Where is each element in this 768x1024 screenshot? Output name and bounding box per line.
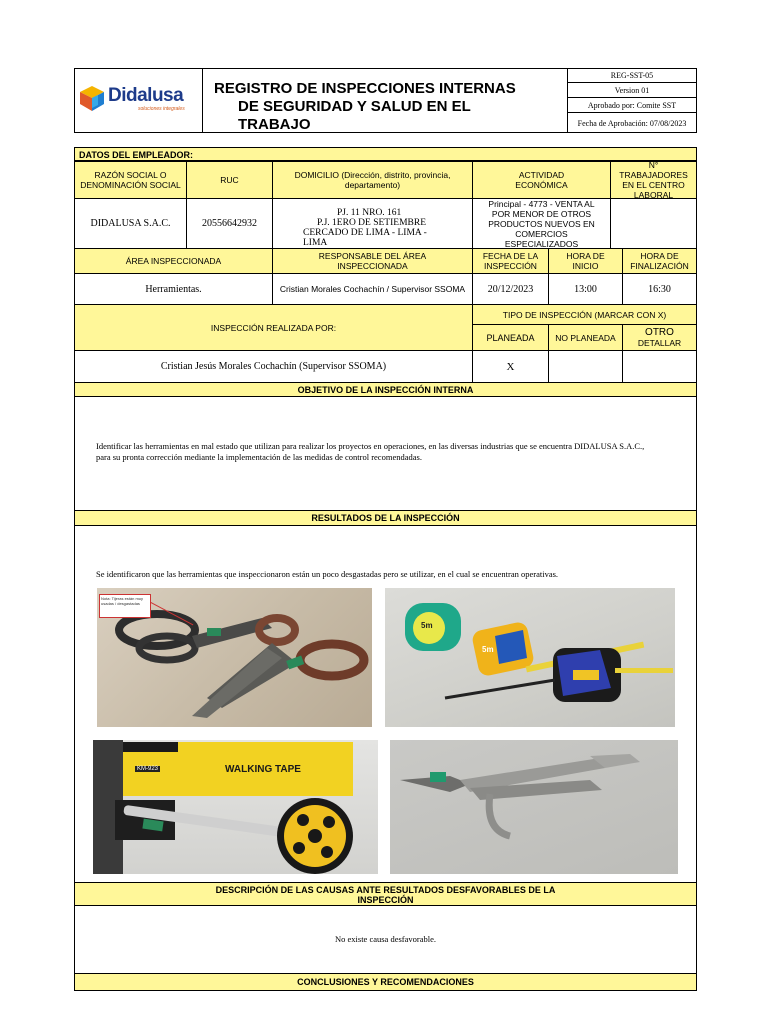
otro-mark [622,350,697,383]
document-title [214,80,564,134]
causes-title-line-1: DESCRIPCIÓN DE LAS CAUSAS ANTE RESULTADOS DESFAVORABLES DE LA [215,885,556,895]
col-trabajadores: N° TRABAJADORES EN EL CENTRO LABORAL [610,161,697,199]
col-fecha: FECHA DE LA INSPECCIÓN [472,248,549,274]
col-tipo-inspeccion: TIPO DE INSPECCIÓN (MARCAR CON X) [472,304,697,325]
razon-value: DIDALUSA S.A.C. [74,198,187,249]
conclusions-section-title: CONCLUSIONES Y RECOMENDACIONES [74,973,697,991]
col-razon-social: RAZÓN SOCIAL O DENOMINACIÓN SOCIAL [74,161,187,199]
domicilio-line-2: P.J. 1ERO DE SETIEMBRE [317,218,426,228]
title-line-1: REGISTRO DE INSPECCIONES INTERNAS [214,80,516,97]
tape-label-1: 5m [421,621,433,630]
walking-tape-label: WALKING TAPE [225,764,301,775]
col-planeada: PLANEADA [472,324,549,351]
walking-tape-image [93,740,378,874]
photo-tin-snips [97,588,372,727]
title-line-3: TRABAJO [238,116,311,133]
col-domicilio: DOMICILIO (Dirección, distrito, provincia, departamento) [272,161,473,199]
col-responsable: RESPONSABLE DEL ÁREA INSPECCIONADA [272,248,473,274]
cube-icon [78,84,106,112]
box-code-label: KM-923 [137,766,159,772]
causes-title-line-2: INSPECCIÓN [357,895,414,905]
objective-line-1: Identificar las herramientas en mal estado que utilizan para realizar los proyectos en operaciones, en las diversas industrias que se encuentra DIDALUSA S.A.C., [96,441,645,451]
domicilio-line-1: PJ. 11 NRO. 161 [337,208,402,218]
locking-pliers-image [390,740,678,874]
objective-text [96,441,696,463]
photo-tape-measures [385,588,675,727]
title-line-2: DE SEGURIDAD Y SALUD EN EL [238,98,471,115]
causes-text: No existe causa desfavorable. [334,934,436,944]
photo-locking-pliers [390,740,678,874]
col-hora-fin: HORA DE FINALIZACIÓN [622,248,697,274]
hora-inicio-value: 13:00 [548,273,623,305]
photo-walking-tape [93,740,378,874]
fecha-value: 20/12/2023 [472,273,549,305]
domicilio-line-3: CERCADO DE LIMA - LIMA - [303,228,427,238]
col-inspeccion-realizada: INSPECCIÓN REALIZADA POR: [74,304,473,351]
objective-line-2: para su pronta corrección mediante la implementación de las medidas de control recomendadas. [96,452,422,462]
domicilio-value [272,198,473,249]
domicilio-line-4: LIMA [303,238,328,248]
logo-tagline: soluciones integrales [138,106,185,112]
col-detallar-label: DETALLAR [637,338,682,348]
objective-section-title: OBJETIVO DE LA INSPECCIÓN INTERNA [74,382,697,397]
doc-version: Version 01 [567,83,697,98]
col-no-planeada: NO PLANEADA [548,324,623,351]
logo-text: Didalusa [108,85,184,106]
actividad-value: Principal - 4773 - VENTA AL POR MENOR DE OTROS PRODUCTOS NUEVOS EN COMERCIOS ESPECIALIZADOS [472,198,611,249]
hora-fin-value: 16:30 [622,273,697,305]
col-ruc: RUC [186,161,273,199]
trabajadores-value [610,198,697,249]
causes-section-title [74,882,697,906]
planeada-mark: X [472,350,549,383]
results-section-title: RESULTADOS DE LA INSPECCIÓN [74,510,697,526]
doc-code: REG-SST-05 [567,68,697,83]
ruc-value: 20556642932 [186,198,273,249]
col-otro-label: OTRO [645,327,674,338]
results-text: Se identificaron que las herramientas que inspeccionaron están un poco desgastadas pero se utilizar, en el cual se encuentran operativas. [96,569,559,579]
tape-label-2: 5m [482,645,494,654]
col-hora-inicio: HORA DE INICIO [548,248,623,274]
area-value: Herramientas. [74,273,273,305]
company-logo [78,82,200,116]
tape-measures-image [385,588,675,727]
doc-approved-by: Aprobado por: Comite SST [567,98,697,113]
responsable-value: Cristian Morales Cochachín / Supervisor SSOMA [272,273,473,305]
col-otro [622,324,697,351]
note-text: Nota: Tijeras están muy usadas / desgastadas [101,596,144,606]
employer-section-title: DATOS DEL EMPLEADOR: [74,147,697,161]
header-divider-1 [202,68,203,133]
col-actividad: ACTIVIDAD ECONÓMICA [472,161,611,199]
no-planeada-mark [548,350,623,383]
col-area: ÁREA INSPECCIONADA [74,248,273,274]
note-callout [99,594,151,618]
inspector-value: Cristian Jesús Morales Cochachín (Supervisor SSOMA) [74,350,473,383]
doc-approval-date: Fecha de Aprobación: 07/08/2023 [577,118,687,128]
